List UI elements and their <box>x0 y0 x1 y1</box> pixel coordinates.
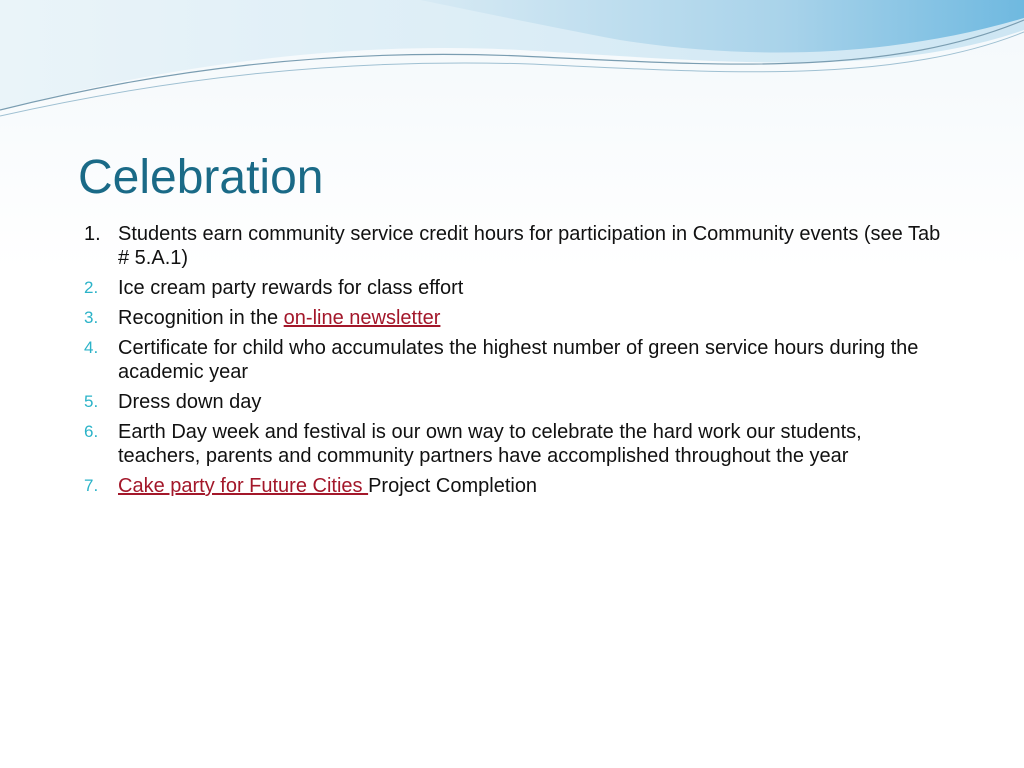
list-item-text: Recognition in the <box>118 307 284 329</box>
header-wave-decoration <box>0 0 1024 130</box>
list-item-number: 2. <box>84 278 99 297</box>
list-item <box>84 336 944 384</box>
list-item-text: Students earn community service credit hours for participation in Community events (see Tab # 5.A.1) <box>118 223 941 269</box>
list-item <box>84 390 944 414</box>
list-item-text: Certificate for child who accumulates the highest number of green service hours during the academic year <box>118 337 919 383</box>
list-item-text: Earth Day week and festival is our own way to celebrate the hard work our students, teachers, parents and community partners have accomplished throughout the year <box>118 421 862 467</box>
list-item <box>84 276 944 300</box>
list-item-text: Ice cream party rewards for class effort <box>118 277 464 299</box>
celebration-list <box>84 222 944 504</box>
list-item-text: Project Completion <box>368 475 538 497</box>
slide-title: Celebration <box>78 151 324 204</box>
future-cities-link[interactable]: Cake party for Future Cities <box>118 475 369 497</box>
list-item <box>84 420 944 468</box>
list-item-number: 7. <box>84 476 99 495</box>
list-item <box>84 222 944 270</box>
list-item-text: Dress down day <box>118 391 262 413</box>
newsletter-link[interactable]: on-line newsletter <box>283 307 441 329</box>
list-item-number: 4. <box>84 338 99 357</box>
list-item-number: 3. <box>84 308 99 327</box>
list-item <box>84 306 944 330</box>
list-item-number: 6. <box>84 422 99 441</box>
list-item-number: 1. <box>84 223 101 245</box>
list-item <box>84 474 944 498</box>
list-item-number: 5. <box>84 392 99 411</box>
